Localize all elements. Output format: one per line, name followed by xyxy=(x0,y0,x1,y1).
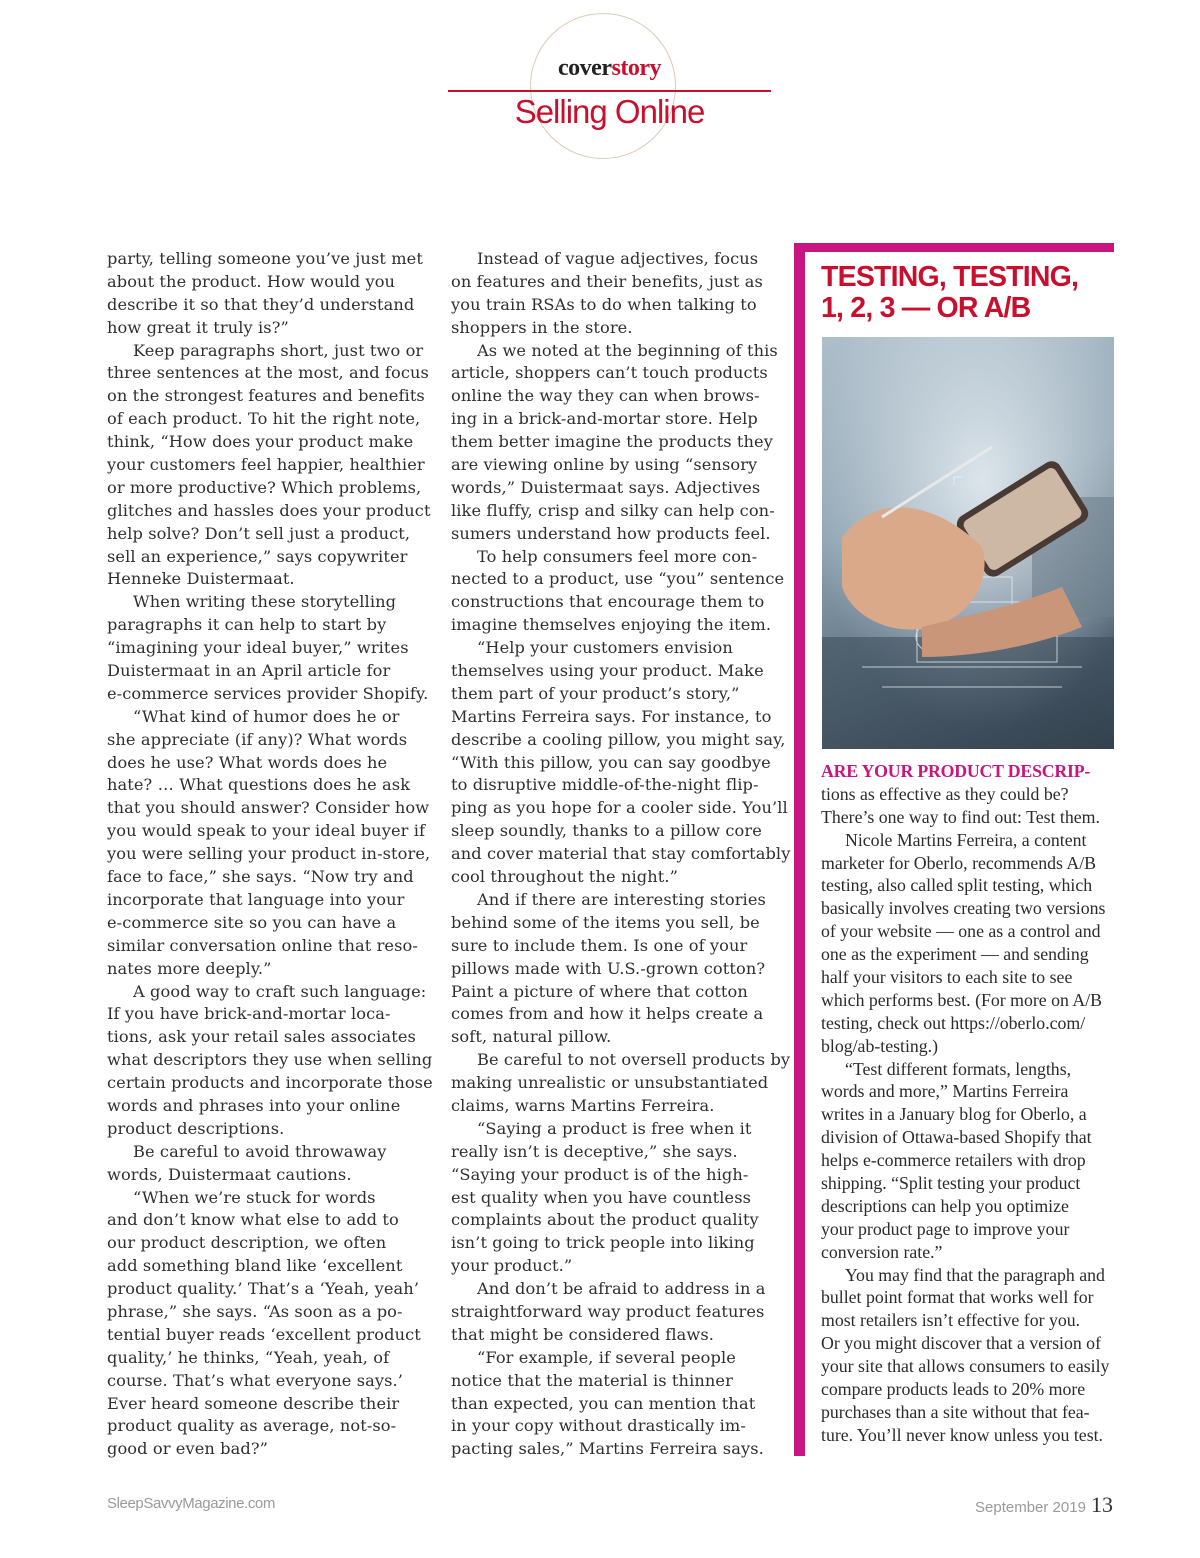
text-line: themselves using your product. Make xyxy=(451,661,764,681)
text-line: ture. You’ll never know unless you test. xyxy=(821,1424,1104,1445)
kicker-cover: cover xyxy=(558,55,612,81)
sidebar-lines xyxy=(821,783,1113,1447)
footer-website: SleepSavvyMagazine.com xyxy=(107,1495,275,1512)
text-line: and cover material that stay comfortably xyxy=(451,844,791,864)
text-line: sumers understand how products feel. xyxy=(451,523,771,543)
text-line: three sentences at the most, and focus xyxy=(107,363,429,383)
text-line: constructions that encourage them to xyxy=(451,592,765,612)
text-line: which performs best. (For more on A/B xyxy=(821,989,1103,1010)
text-line: You may find that the paragraph and xyxy=(845,1264,1105,1285)
text-line: half your visitors to each site to see xyxy=(821,967,1073,988)
text-line: similar conversation online that reso- xyxy=(107,935,418,955)
text-line: really isn’t is deceptive,” she says. xyxy=(451,1141,738,1161)
text-line: that might be considered flaws. xyxy=(451,1324,715,1344)
text-line: phrase,” she says. “As soon as a po- xyxy=(107,1301,403,1321)
text-line: your product page to improve your xyxy=(821,1218,1070,1239)
text-line: of each product. To hit the right note, xyxy=(107,409,421,429)
text-line: descriptions can help you optimize xyxy=(821,1195,1069,1216)
text-line: pacting sales,” Martins Ferreira says. xyxy=(451,1439,764,1459)
text-line: helps e-commerce retailers with drop xyxy=(821,1150,1086,1171)
text-line: Henneke Duistermaat. xyxy=(107,569,295,589)
text-line: words,” Duistermaat says. Adjectives xyxy=(451,477,761,497)
section-kicker xyxy=(448,55,771,82)
text-line: them part of your product’s story,” xyxy=(451,683,740,703)
text-line: of your website — one as a control and xyxy=(821,921,1101,942)
text-line: purchases than a site without that fea- xyxy=(821,1401,1090,1422)
text-line: basically involves creating two versions xyxy=(821,898,1106,919)
text-line: about the product. How would you xyxy=(107,271,396,291)
text-line: Paint a picture of where that cotton xyxy=(451,981,748,1001)
sidebar-top-bar xyxy=(794,243,1114,252)
text-line: To help consumers feel more con- xyxy=(477,546,758,566)
text-line: Ever heard someone describe their xyxy=(107,1393,400,1413)
text-line: bullet point format that works well for xyxy=(821,1287,1094,1308)
text-line: tential buyer reads ‘excellent product xyxy=(107,1324,421,1344)
text-line: “imagining your ideal buyer,” writes xyxy=(107,638,409,658)
text-line: Keep paragraphs short, just two or xyxy=(133,340,424,360)
text-line: one as the experiment — and sending xyxy=(821,944,1089,965)
text-line: article, shoppers can’t touch products xyxy=(451,363,768,383)
text-line: product quality.’ That’s a ‘Yeah, yeah’ xyxy=(107,1279,420,1299)
text-line: what descriptors they use when selling xyxy=(107,1050,433,1070)
header-circle-ornament xyxy=(530,13,676,159)
text-line: “Help your customers envision xyxy=(477,638,733,658)
sidebar-lead-in: ARE YOUR PRODUCT DESCRIP- xyxy=(821,761,1091,781)
text-line: making unrealistic or unsubstantiated xyxy=(451,1073,769,1093)
text-line: she appreciate (if any)? What words xyxy=(107,729,408,749)
section-title: Selling Online xyxy=(514,93,705,130)
text-line: describe a cooling pillow, you might say, xyxy=(451,729,786,749)
text-line: Be careful to not oversell products by xyxy=(477,1050,791,1070)
text-line: your site that allows consumers to easily xyxy=(821,1356,1110,1377)
text-line: “When we’re stuck for words xyxy=(133,1187,376,1207)
text-line: most retailers isn’t effective for you. xyxy=(821,1310,1081,1331)
text-line: to disruptive middle-of-the-night flip- xyxy=(451,775,759,795)
kicker-story: story xyxy=(611,55,661,81)
text-line: “What kind of humor does he or xyxy=(133,706,400,726)
text-line: comes from and how it helps create a xyxy=(451,1004,764,1024)
text-line: course. That’s what everyone says.’ xyxy=(107,1370,403,1390)
text-line: ing in a brick-and-mortar store. Help xyxy=(451,409,758,429)
text-line: “Test different formats, lengths, xyxy=(845,1058,1072,1079)
text-line: isn’t going to trick people into liking xyxy=(451,1233,755,1253)
text-line: you would speak to your ideal buyer if xyxy=(107,821,426,841)
text-line: quality,’ he thinks, “Yeah, yeah, of xyxy=(107,1347,390,1367)
text-line: hate? … What questions does he ask xyxy=(107,775,411,795)
text-line: behind some of the items you sell, be xyxy=(451,912,760,932)
text-line: Nicole Martins Ferreira, a content xyxy=(845,829,1087,850)
text-line: A good way to craft such language: xyxy=(133,981,427,1001)
text-line: you were selling your product in-store, xyxy=(107,844,431,864)
text-line: paragraphs it can help to start by xyxy=(107,615,387,635)
text-line: add something bland like ‘excellent xyxy=(107,1256,403,1276)
text-line: words and more,” Martins Ferreira xyxy=(821,1081,1069,1102)
text-line: Instead of vague adjectives, focus xyxy=(477,249,759,268)
text-line: our product description, we often xyxy=(107,1233,387,1253)
sidebar-left-bar xyxy=(794,243,805,1456)
text-line: on the strongest features and benefits xyxy=(107,386,425,406)
text-line: blog/ab-testing.) xyxy=(821,1035,939,1056)
text-line: Or you might discover that a version of xyxy=(821,1333,1101,1354)
text-line: tions, ask your retail sales associates xyxy=(107,1027,416,1047)
text-line: in your copy without drastically im- xyxy=(451,1416,746,1436)
text-line: words, Duistermaat cautions. xyxy=(107,1164,352,1184)
text-line: If you have brick-and-mortar loca- xyxy=(107,1004,391,1024)
text-line: incorporate that language into your xyxy=(107,889,405,909)
text-line: tions as effective as they could be? xyxy=(821,783,1069,804)
text-line: sure to include them. Is one of your xyxy=(451,935,748,955)
text-line: division of Ottawa-based Shopify that xyxy=(821,1127,1092,1148)
text-line: claims, warns Martins Ferreira. xyxy=(451,1095,715,1115)
text-line: product quality as average, not-so- xyxy=(107,1416,397,1436)
sidebar-heading-line2: 1, 2, 3 — OR A/B xyxy=(821,292,1031,324)
text-line: As we noted at the beginning of this xyxy=(477,340,778,360)
text-line: are viewing online by using “sensory xyxy=(451,455,758,475)
text-line: Duistermaat in an April article for xyxy=(107,661,391,681)
text-line: cool throughout the night.” xyxy=(451,867,679,887)
text-line: help solve? Don’t sell just a product, xyxy=(107,523,411,543)
page-number: 13 xyxy=(1091,1492,1113,1517)
text-line: words and phrases into your online xyxy=(107,1095,401,1115)
text-line: Be careful to avoid throwaway xyxy=(133,1141,387,1161)
text-line: online the way they can when brows- xyxy=(451,386,760,406)
text-line: party, telling someone you’ve just met xyxy=(107,249,423,268)
text-line: shoppers in the store. xyxy=(451,317,633,337)
text-line: marketer for Oberlo, recommends A/B xyxy=(821,852,1097,873)
text-line: your product.” xyxy=(451,1256,573,1276)
text-line: think, “How does your product make xyxy=(107,432,414,452)
header-rule xyxy=(448,90,771,92)
text-line: conversion rate.” xyxy=(821,1241,943,1262)
text-line: pillows made with U.S.-grown cotton? xyxy=(451,958,766,978)
text-line: does he use? What words does he xyxy=(107,752,388,772)
text-line: or more productive? Which problems, xyxy=(107,477,422,497)
text-line: writes in a January blog for Oberlo, a xyxy=(821,1104,1087,1125)
text-line: est quality when you have countless xyxy=(451,1187,752,1207)
text-line: notice that the material is thinner xyxy=(451,1370,733,1390)
text-line: sleep soundly, thanks to a pillow core xyxy=(451,821,762,841)
sidebar-body xyxy=(821,760,1113,1447)
text-line: them better imagine the products they xyxy=(451,432,773,452)
text-line: There’s one way to find out: Test them. xyxy=(821,806,1100,827)
text-line: e-commerce site so you can have a xyxy=(107,912,397,932)
text-line: compare products leads to 20% more xyxy=(821,1379,1086,1400)
sidebar-heading-line1: TESTING, TESTING, xyxy=(821,261,1079,293)
text-line: complaints about the product quality xyxy=(451,1210,759,1230)
text-line: imagine themselves enjoying the item. xyxy=(451,615,772,635)
text-line: “For example, if several people xyxy=(477,1347,736,1367)
footer-date: September 2019 xyxy=(975,1499,1086,1516)
text-line: on features and their benefits, just as xyxy=(451,271,763,291)
text-line: good or even bad?” xyxy=(107,1439,268,1459)
hand-holding-phone-illustration xyxy=(822,337,1114,749)
text-line: When writing these storytelling xyxy=(133,592,397,612)
text-line: sell an experience,” says copywriter xyxy=(107,546,408,566)
text-line: e-commerce services provider Shopify. xyxy=(107,683,429,703)
text-line: face to face,” she says. “Now try and xyxy=(107,867,414,887)
sidebar-photo xyxy=(822,337,1114,749)
text-line: you train RSAs to do when talking to xyxy=(451,294,757,314)
text-line: and don’t know what else to add to xyxy=(107,1210,399,1230)
text-line: testing, check out https://oberlo.com/ xyxy=(821,1012,1086,1033)
text-line: And don’t be afraid to address in a xyxy=(477,1279,766,1299)
text-line: ping as you hope for a cooler side. You’ll xyxy=(451,798,788,818)
text-line: glitches and hassles does your product xyxy=(107,500,431,520)
text-line: nected to a product, use “you” sentence xyxy=(451,569,785,589)
text-line: shipping. “Split testing your product xyxy=(821,1173,1081,1194)
text-line: “Saying your product is of the high- xyxy=(451,1164,749,1184)
text-line: how great it truly is?” xyxy=(107,317,289,337)
text-line: nates more deeply.” xyxy=(107,958,272,978)
text-line: Martins Ferreira says. For instance, to xyxy=(451,706,772,726)
text-line: describe it so that they’d understand xyxy=(107,294,415,314)
text-line: straightforward way product features xyxy=(451,1301,765,1321)
article-column-1 xyxy=(107,248,437,1461)
text-line: testing, also called split testing, which xyxy=(821,875,1093,896)
article-column-2 xyxy=(451,248,791,1461)
text-line: And if there are interesting stories xyxy=(477,889,766,909)
text-line: than expected, you can mention that xyxy=(451,1393,756,1413)
text-line: that you should answer? Consider how xyxy=(107,798,430,818)
sidebar-heading xyxy=(821,262,1111,324)
text-line: your customers feel happier, healthier xyxy=(107,455,425,475)
text-line: like fluffy, crisp and silky can help con- xyxy=(451,500,775,520)
text-line: certain products and incorporate those xyxy=(107,1073,433,1093)
text-line: “Saying a product is free when it xyxy=(477,1118,752,1138)
text-line: soft, natural pillow. xyxy=(451,1027,612,1047)
text-line: product descriptions. xyxy=(107,1118,285,1138)
text-line: “With this pillow, you can say goodbye xyxy=(451,752,771,772)
